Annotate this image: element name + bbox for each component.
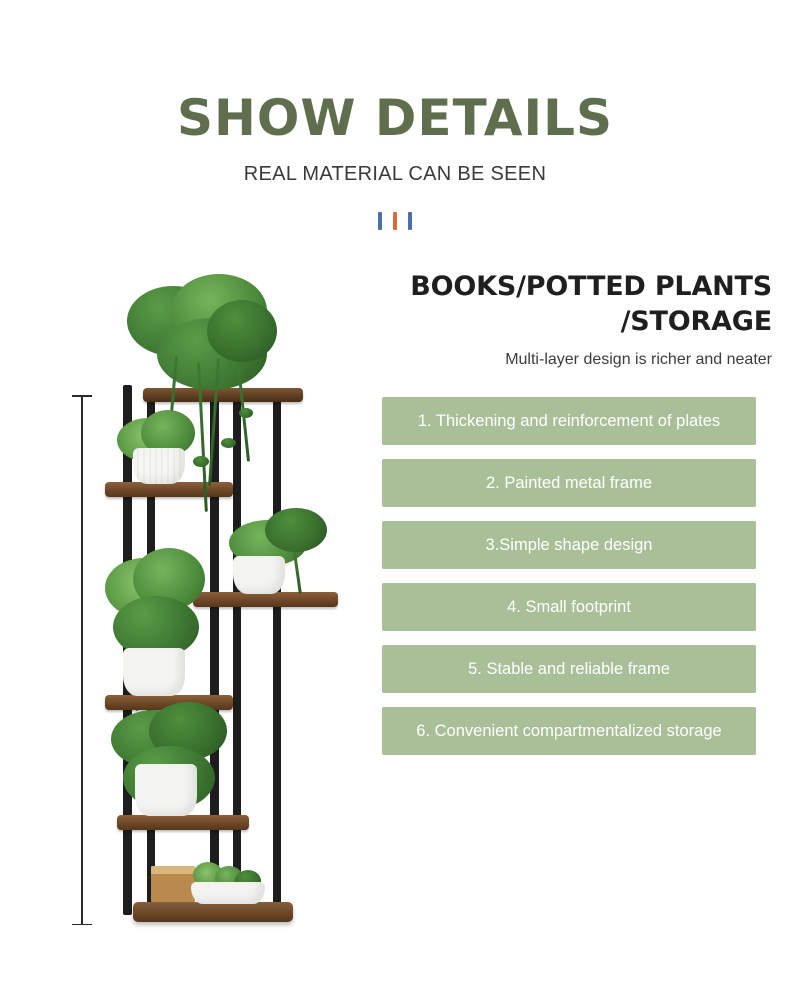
pot-fifth-shelf [135,764,197,816]
feature-item-6: 6. Convenient compartmentalized storage [382,707,756,755]
stand-shelf-second [105,482,233,497]
book-stack-bottom [151,872,195,902]
plant-top-leaf-2 [193,456,209,467]
plant-top-foliage-d [207,300,277,362]
plant-top-leaf-4 [239,408,253,418]
divider-bar-right [408,212,412,230]
pot-fourth-shelf [123,648,185,696]
page-header [0,0,790,230]
book-stack-top [151,866,195,874]
page-title: SHOW DETAILS [177,89,613,147]
stand-shelf-top [143,388,303,402]
plant-third-foliage-b [265,508,327,552]
planter-base [191,882,265,904]
feature-list [380,397,780,755]
product-image [0,270,380,970]
pot-second-shelf [133,448,185,484]
info-subtitle: Multi-layer design is richer and neater [505,351,772,369]
divider-bar-left [378,212,382,230]
plant-top-leaf-3 [221,438,236,448]
info-title: BOOKS/POTTED PLANTS /STORAGE [410,271,772,337]
dimension-bracket [72,395,98,925]
feature-item-1: 1. Thickening and reinforcement of plates [382,397,756,445]
stand-shelf-third [193,592,338,607]
feature-item-3: 3.Simple shape design [382,521,756,569]
info-column [380,270,780,755]
divider-ornament [378,212,412,230]
feature-item-2: 2. Painted metal frame [382,459,756,507]
feature-item-5: 5. Stable and reliable frame [382,645,756,693]
feature-item-4: 4. Small footprint [382,583,756,631]
stand-base [133,902,293,922]
dimension-line [81,395,83,925]
stand-shelf-fifth [117,815,249,830]
stand-post-right [273,398,281,913]
content-area [0,270,790,970]
page-subtitle: REAL MATERIAL CAN BE SEEN [243,162,547,185]
divider-bar-center [393,212,397,230]
dimension-cap-bottom [72,924,92,926]
plant-stand-illustration [105,270,360,950]
pot-third-shelf [233,556,285,594]
stand-post-mid-back [233,395,241,913]
